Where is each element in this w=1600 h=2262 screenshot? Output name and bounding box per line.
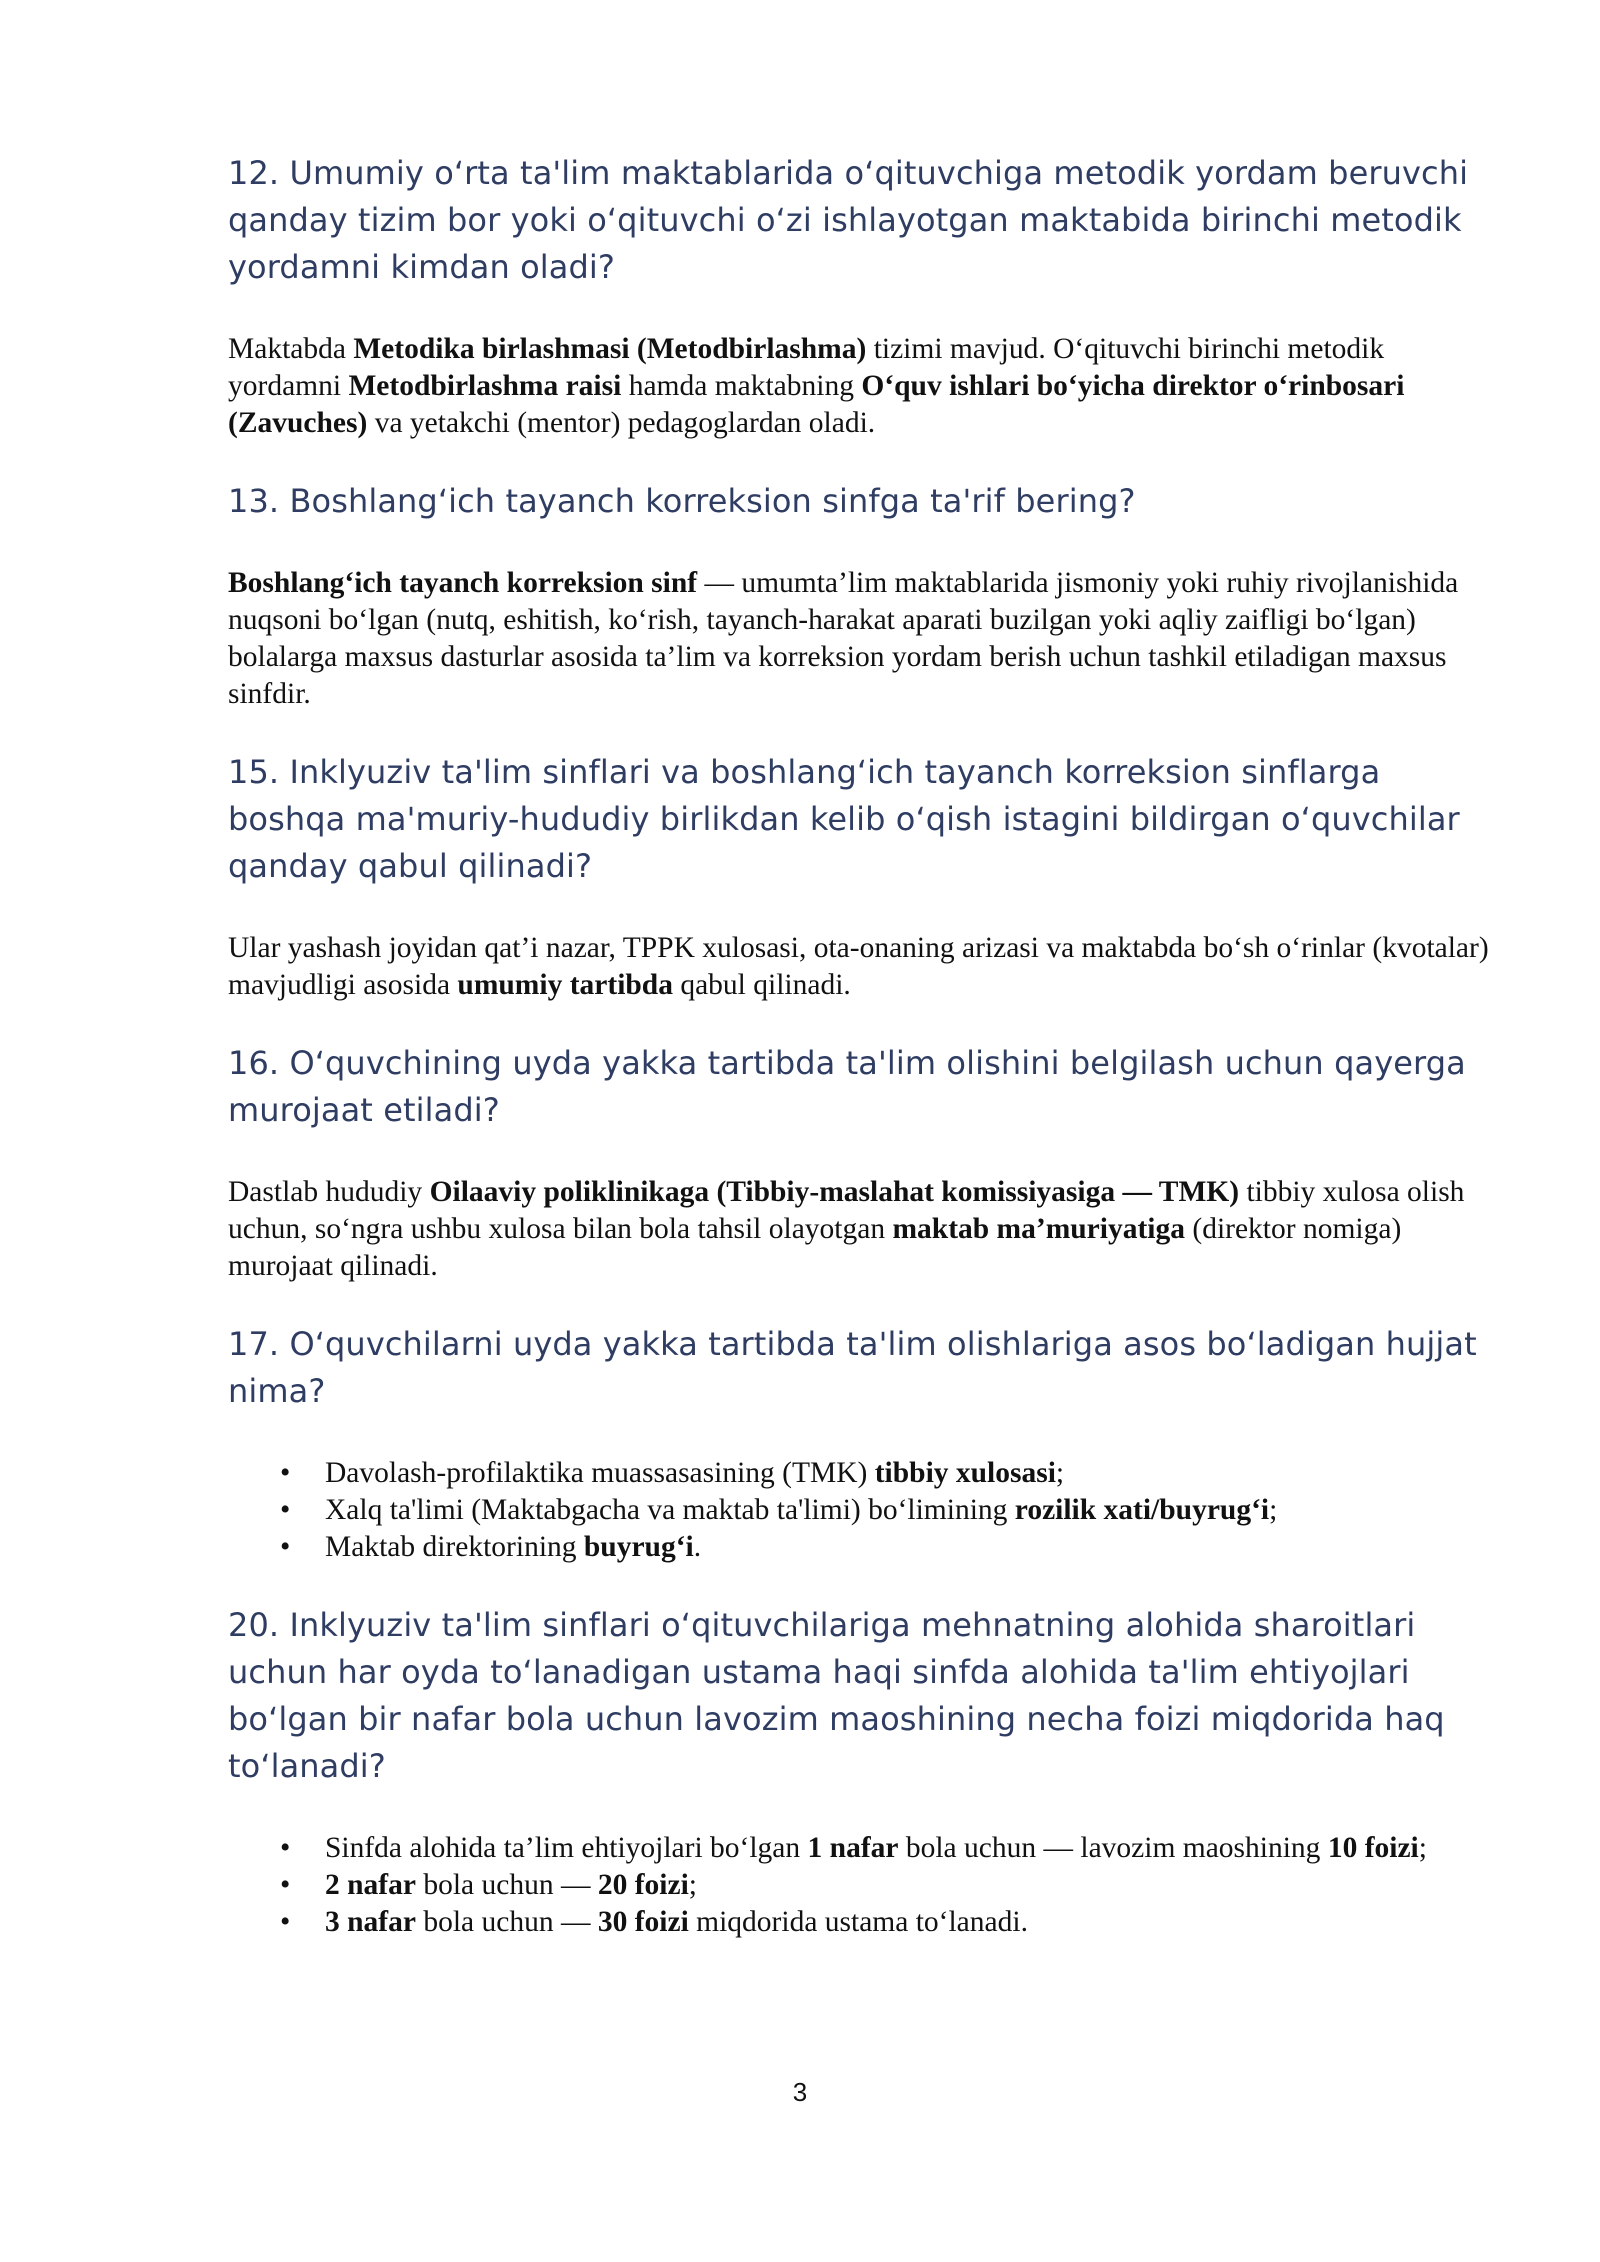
answer-text: Maktab direktorining <box>325 1531 584 1563</box>
page-content <box>228 150 1498 1941</box>
answer-bold-text: 2 nafar <box>325 1869 416 1901</box>
answer-text: (direktor nomiga) murojaat qilinadi. <box>228 1213 1402 1282</box>
answer-text: Davolash-profilaktika muassasasining (TMK) <box>325 1457 875 1489</box>
answer-bold-text: rozilik xati/buyrug‘i <box>1014 1494 1270 1526</box>
qa-section-12 <box>228 150 1498 442</box>
bullet-icon: • <box>280 1457 291 1489</box>
qa-section-20 <box>228 1602 1498 1941</box>
bullet-icon: • <box>280 1869 291 1901</box>
answer-bold-text: Metodika birlashmasi (Metodbirlashma) <box>353 333 867 365</box>
answer-text: tibbiy xulosa olish uchun, so‘ngra ushbu xulosa bilan bola tahsil olayotgan <box>228 1176 1465 1245</box>
answer-text: miqdorida ustama to‘lanadi. <box>688 1906 1028 1938</box>
bullet-icon: • <box>280 1832 291 1864</box>
list-item <box>228 1904 1498 1941</box>
answer-bold-text: Oilaaviy poliklinikaga (Tibbiy-maslahat komissiyasiga — TMK) <box>429 1176 1240 1208</box>
list-item <box>228 1867 1498 1904</box>
answer-bold-text: maktab ma’muriyatiga <box>892 1213 1185 1245</box>
answer-text: hamda maktabning <box>621 370 862 402</box>
answer-text: Dastlab hududiy <box>228 1176 430 1208</box>
answer-bold-text: buyrug‘i <box>583 1531 694 1563</box>
question-heading: 20. Inklyuziv ta'lim sinflari o‘qituvchilariga mehnatning alohida sharoitlari uchun har oyda to‘lanadigan ustama haqi sinfda alohida ta'lim ehtiyojlari bo‘lgan bir nafar bola uchun lavozim maoshining necha foizi miqdorida haq to‘lanadi? <box>228 1606 1445 1785</box>
answer-paragraph <box>228 930 1498 1004</box>
answer-text: ; <box>1269 1494 1278 1526</box>
list-item <box>228 1455 1498 1492</box>
answer-text: bola uchun — lavozim maoshining <box>898 1832 1328 1864</box>
bullet-icon: • <box>280 1531 291 1563</box>
answer-text: qabul qilinadi. <box>672 969 851 1001</box>
answer-paragraph <box>228 1174 1498 1285</box>
answer-text: va yetakchi (mentor) pedagoglardan oladi. <box>367 407 876 439</box>
answer-text: bola uchun — <box>415 1906 598 1938</box>
qa-section-16 <box>228 1040 1498 1285</box>
answer-bold-text: 20 foizi <box>597 1869 689 1901</box>
question-heading: 15. Inklyuziv ta'lim sinflari va boshlang‘ich tayanch korreksion sinflarga boshqa ma'muriy-hududiy birlikdan kelib o‘qish istagini bildirgan o‘quvchilar qanday qabul qilinadi? <box>228 753 1460 885</box>
answer-bold-text: Metodbirlashma raisi <box>348 370 622 402</box>
answer-text: . <box>693 1531 702 1563</box>
answer-bold-text: umumiy tartibda <box>457 969 673 1001</box>
answer-bold-text: tibbiy xulosasi <box>874 1457 1056 1489</box>
answer-bold-text: Boshlang‘ich tayanch korreksion sinf <box>228 567 698 599</box>
list-item <box>228 1492 1498 1529</box>
answer-text: Ular yashash joyidan qat’i nazar, TPPK xulosasi, ota-onaning arizasi va maktabda bo‘sh o‘rinlar (kvotalar) mavjudligi asosida <box>228 932 1489 1001</box>
answer-bold-text: 3 nafar <box>325 1906 416 1938</box>
answer-bold-text: 1 nafar <box>807 1832 899 1864</box>
question-heading: 16. O‘quvchining uyda yakka tartibda ta'lim olishini belgilash uchun qayerga murojaat etiladi? <box>228 1044 1466 1129</box>
answer-text: — umumta’lim maktablarida jismoniy yoki ruhiy rivojlanishida nuqsoni bo‘lgan (nutq, eshitish, ko‘rish, tayanch-harakat aparati buzilgan yoki aqliy zaifligi bo‘lgan) bolalarga maxsus dasturlar asosida ta’lim va korreksion yordam berish uchun tashkil etiladigan maxsus sinfdir. <box>228 567 1459 710</box>
question-heading: 17. O‘quvchilarni uyda yakka tartibda ta'lim olishlariga asos bo‘ladigan hujjat nima? <box>228 1325 1477 1410</box>
answer-text: ; <box>688 1869 697 1901</box>
answer-paragraph <box>228 565 1498 713</box>
page-number: 3 <box>792 2077 808 2107</box>
list-item <box>228 1830 1498 1867</box>
qa-section-13 <box>228 478 1498 713</box>
answer-paragraph <box>228 331 1498 442</box>
bullet-list <box>228 1830 1498 1941</box>
answer-text: Maktabda <box>228 333 354 365</box>
bullet-icon: • <box>280 1494 291 1526</box>
question-heading: 13. Boshlang‘ich tayanch korreksion sinfga ta'rif bering? <box>228 482 1136 520</box>
answer-text: Sinfda alohida ta’lim ehtiyojlari bo‘lgan <box>325 1832 808 1864</box>
answer-text: Xalq ta'limi (Maktabgacha va maktab ta'limi) bo‘limining <box>325 1494 1015 1526</box>
answer-bold-text: 10 foizi <box>1327 1832 1419 1864</box>
answer-text: tizimi mavjud. O‘qituvchi birinchi metodik yordamni <box>228 333 1385 402</box>
bullet-icon: • <box>280 1906 291 1938</box>
answer-text: bola uchun — <box>415 1869 598 1901</box>
list-item <box>228 1529 1498 1566</box>
bullet-list <box>228 1455 1498 1566</box>
qa-section-17 <box>228 1321 1498 1566</box>
answer-bold-text: O‘quv ishlari bo‘yicha direktor o‘rinbosari (Zavuches) <box>228 370 1405 439</box>
qa-section-15 <box>228 749 1498 1004</box>
answer-text: ; <box>1418 1832 1427 1864</box>
answer-bold-text: 30 foizi <box>597 1906 689 1938</box>
answer-text: ; <box>1055 1457 1065 1489</box>
question-heading: 12. Umumiy o‘rta ta'lim maktablarida o‘qituvchiga metodik yordam beruvchi qanday tizim bor yoki o‘qituvchi o‘zi ishlayotgan maktabida birinchi metodik yordamni kimdan oladi? <box>228 154 1469 286</box>
